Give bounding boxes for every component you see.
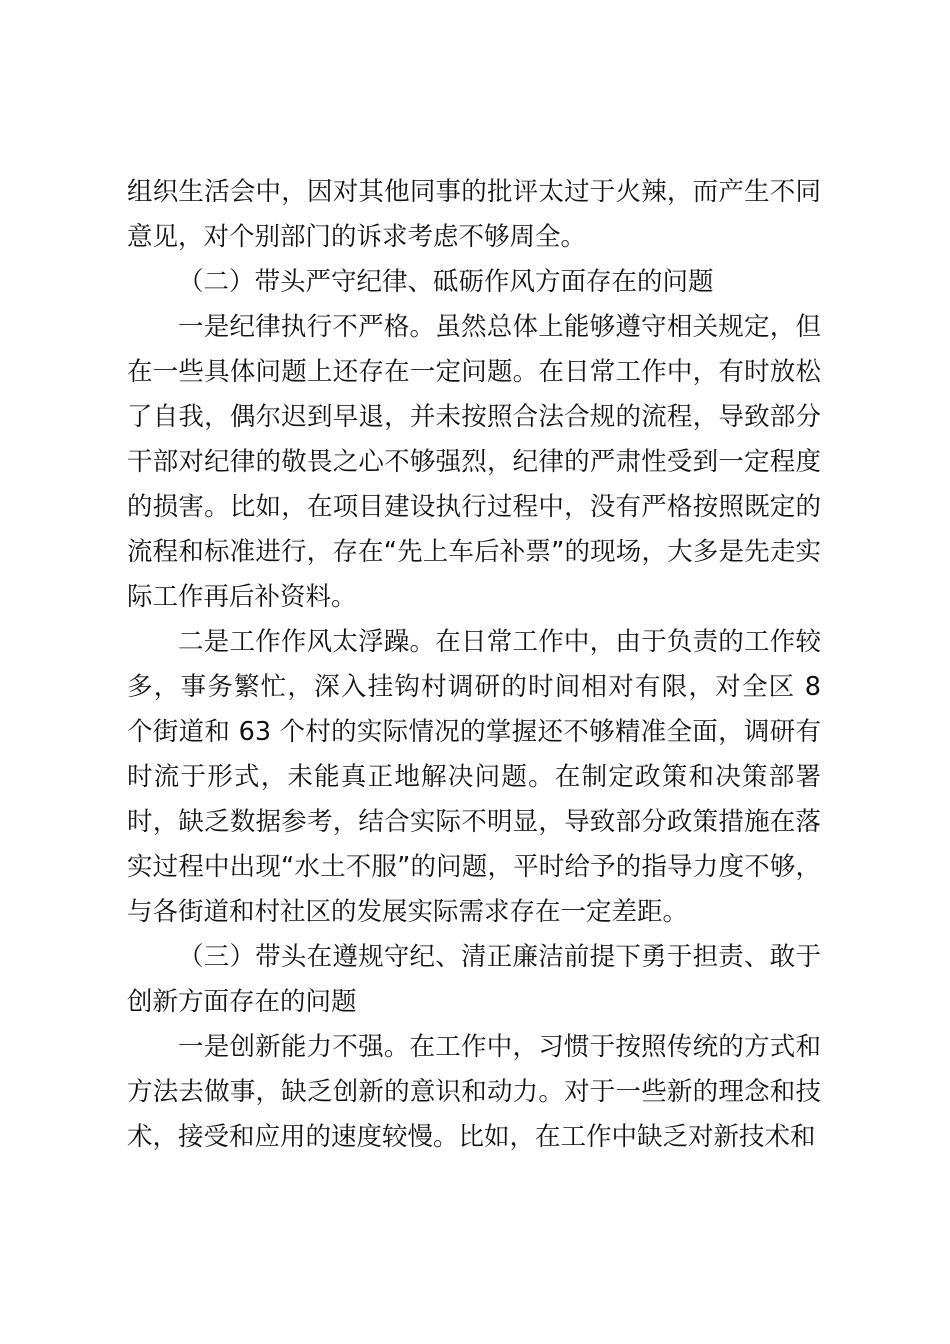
- paragraph-work-style: 二是工作作风太浮躁。在日常工作中，由于负责的工作较多，事务繁忙，深入挂钩村调研的时间相对有限，对全区 8 个街道和 63 个村的实际情况的掌握还不够精准全面，调研有时流于形式，未能真正地解决问题。在制定政策和决策部署时，缺乏数据参考，结合实际不明显，导致部分政策措施在落实过程中出现“水土不服”的问题，平时给予的指导力度不够，与各街道和村社区的发展实际需求存在一定差距。: [127, 627, 821, 927]
- section-heading-2: （二）带头严守纪律、砥砺作风方面存在的问题: [178, 267, 714, 297]
- section-heading-3: （三）带头在遵规守纪、清正廉洁前提下勇于担责、敢于创新方面存在的问题: [127, 942, 821, 1017]
- paragraph-continuation: 组织生活会中，因对其他同事的批评太过于火辣，而产生不同意见，对个别部门的诉求考虑不够周全。: [127, 177, 821, 252]
- paragraph-innovation: 一是创新能力不强。在工作中，习惯于按照传统的方式和方法去做事，缺乏创新的意识和动力。对于一些新的理念和技术，接受和应用的速度较慢。比如，在工作中缺乏对新技术和: [127, 1032, 821, 1152]
- paragraph-discipline: 一是纪律执行不严格。虽然总体上能够遵守相关规定，但在一些具体问题上还存在一定问题。在日常工作中，有时放松了自我，偶尔迟到早退，并未按照合法合规的流程，导致部分干部对纪律的敬畏之心不够强烈，纪律的严肃性受到一定程度的损害。比如，在项目建设执行过程中，没有严格按照既定的流程和标准进行，存在“先上车后补票”的现场，大多是先走实际工作再后补资料。: [127, 312, 821, 612]
- document-body: [127, 170, 821, 1160]
